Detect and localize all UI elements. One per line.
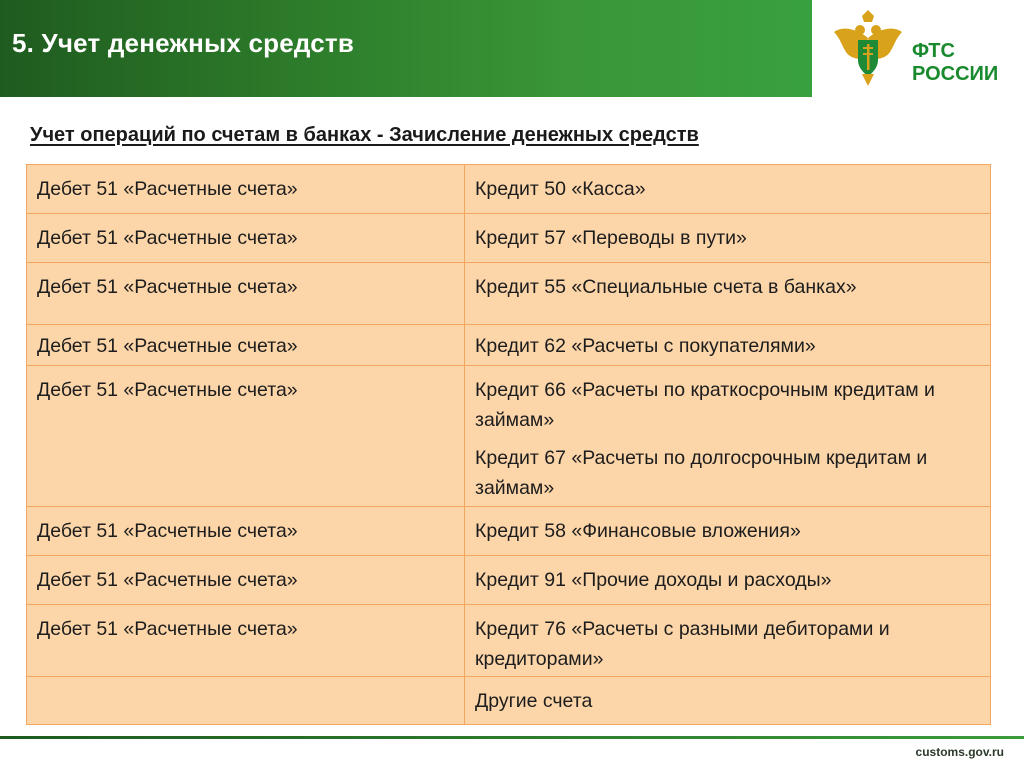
credit-cell: [465, 605, 991, 677]
credit-line: Кредит 76 «Расчеты с разными дебиторами и кредиторами»: [475, 618, 890, 670]
footer-site-url: customs.gov.ru: [915, 745, 1004, 759]
debit-cell: Дебет 51 «Расчетные счета»: [27, 366, 465, 507]
credit-line: Кредит 91 «Прочие доходы и расходы»: [475, 569, 832, 591]
table-row: [27, 677, 991, 725]
logo-line-2: РОССИИ: [912, 63, 999, 85]
credit-cell: [465, 366, 991, 507]
debit-cell: Дебет 51 «Расчетные счета»: [27, 165, 465, 214]
table-row: [27, 366, 991, 507]
credit-line: Кредит 58 «Финансовые вложения»: [475, 520, 801, 542]
table-row: [27, 605, 991, 677]
table-row: [27, 507, 991, 556]
footer-divider: [0, 736, 1024, 739]
credit-line: Кредит 62 «Расчеты с покупателями»: [475, 335, 816, 357]
credit-cell: [465, 677, 991, 725]
table-row: [27, 214, 991, 263]
page-title: 5. Учет денежных средств: [12, 28, 355, 58]
credit-cell: [465, 165, 991, 214]
accounting-entries-table: [26, 164, 991, 725]
table-row: [27, 556, 991, 605]
credit-cell: [465, 507, 991, 556]
table-row: [27, 263, 991, 325]
credit-line: Другие счета: [475, 690, 593, 712]
eagle-emblem-icon: [832, 8, 904, 88]
credit-cell: [465, 214, 991, 263]
debit-cell: Дебет 51 «Расчетные счета»: [27, 263, 465, 325]
debit-cell: Дебет 51 «Расчетные счета»: [27, 605, 465, 677]
debit-cell: [27, 677, 465, 725]
section-subtitle: Учет операций по счетам в банках - Зачисление денежных средств: [30, 124, 699, 146]
credit-line: Кредит 55 «Специальные счета в банках»: [475, 276, 857, 298]
credit-cell: [465, 556, 991, 605]
header-bar: [0, 0, 812, 97]
credit-line: Кредит 66 «Расчеты по краткосрочным кредитам и займам»: [475, 379, 935, 431]
debit-cell: Дебет 51 «Расчетные счета»: [27, 556, 465, 605]
table-row: [27, 325, 991, 366]
logo-text: [912, 40, 998, 86]
debit-cell: Дебет 51 «Расчетные счета»: [27, 325, 465, 366]
credit-cell: [465, 263, 991, 325]
table-row: [27, 165, 991, 214]
credit-line: Кредит 57 «Переводы в пути»: [475, 227, 747, 249]
credit-line: Кредит 67 «Расчеты по долгосрочным кредитам и займам»: [475, 447, 928, 499]
logo-line-1: ФТС: [912, 40, 955, 62]
logo: [812, 0, 1024, 97]
debit-cell: Дебет 51 «Расчетные счета»: [27, 214, 465, 263]
credit-cell: [465, 325, 991, 366]
debit-cell: Дебет 51 «Расчетные счета»: [27, 507, 465, 556]
credit-line: Кредит 50 «Касса»: [475, 178, 646, 200]
